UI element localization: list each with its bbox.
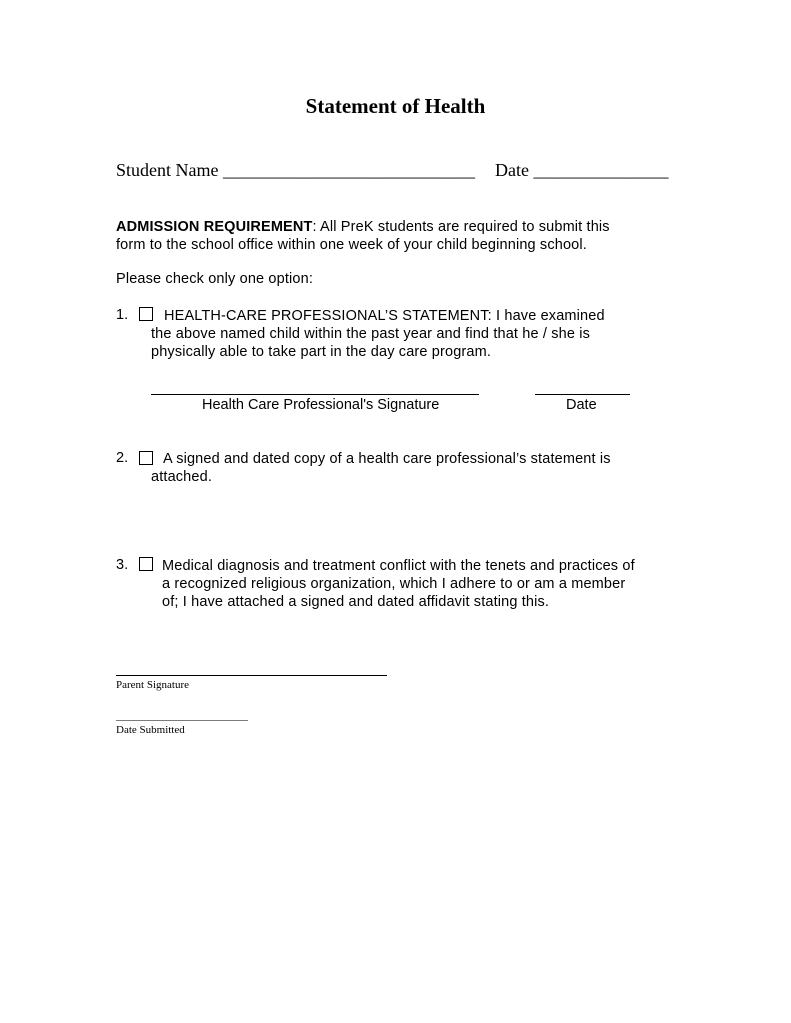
option-1-line-1: HEALTH-CARE PROFESSIONAL’S STATEMENT: I have examined <box>164 308 605 324</box>
option-2-number: 2. <box>116 450 129 466</box>
date-submitted-caption: Date Submitted <box>116 724 185 736</box>
option-3-number: 3. <box>116 557 129 573</box>
option-2-line-2: attached. <box>151 469 213 485</box>
option-2-checkbox[interactable] <box>139 451 153 465</box>
check-instruction: Please check only one option: <box>116 271 314 287</box>
option-1-line-3: physically able to take part in the day care program. <box>151 344 492 360</box>
option-3-checkbox[interactable] <box>139 557 153 571</box>
option-1-checkbox[interactable] <box>139 307 153 321</box>
date-submitted-line[interactable]: ________________________ <box>116 710 248 722</box>
option-2-line-1: A signed and dated copy of a health care professional’s statement is <box>163 451 611 467</box>
option-3-line-1: Medical diagnosis and treatment conflict with the tenets and practices of <box>162 558 635 574</box>
page-title: Statement of Health <box>305 94 486 118</box>
option-1-number: 1. <box>116 307 129 323</box>
professional-date-line[interactable] <box>535 394 630 395</box>
option-3-line-3: of; I have attached a signed and dated affidavit stating this. <box>162 594 550 610</box>
admission-text-line-2: form to the school office within one week of your child beginning school. <box>116 237 587 253</box>
date-field[interactable]: Date _______________ <box>495 160 669 180</box>
admission-heading: ADMISSION REQUIREMENT <box>116 219 313 235</box>
option-3-line-2: a recognized religious organization, which I adhere to or am a member <box>162 576 626 592</box>
professional-date-caption: Date <box>566 397 597 413</box>
student-name-field[interactable]: Student Name ____________________________ <box>116 160 475 180</box>
admission-text-line-1: : All PreK students are required to submit this <box>312 219 610 235</box>
professional-signature-caption: Health Care Professional's Signature <box>202 397 440 413</box>
parent-signature-caption: Parent Signature <box>116 679 190 691</box>
admission-requirement <box>116 218 610 254</box>
option-1-line-2: the above named child within the past year and find that he / she is <box>151 326 591 342</box>
parent-signature-line[interactable] <box>116 675 387 676</box>
professional-signature-line[interactable] <box>151 394 479 395</box>
